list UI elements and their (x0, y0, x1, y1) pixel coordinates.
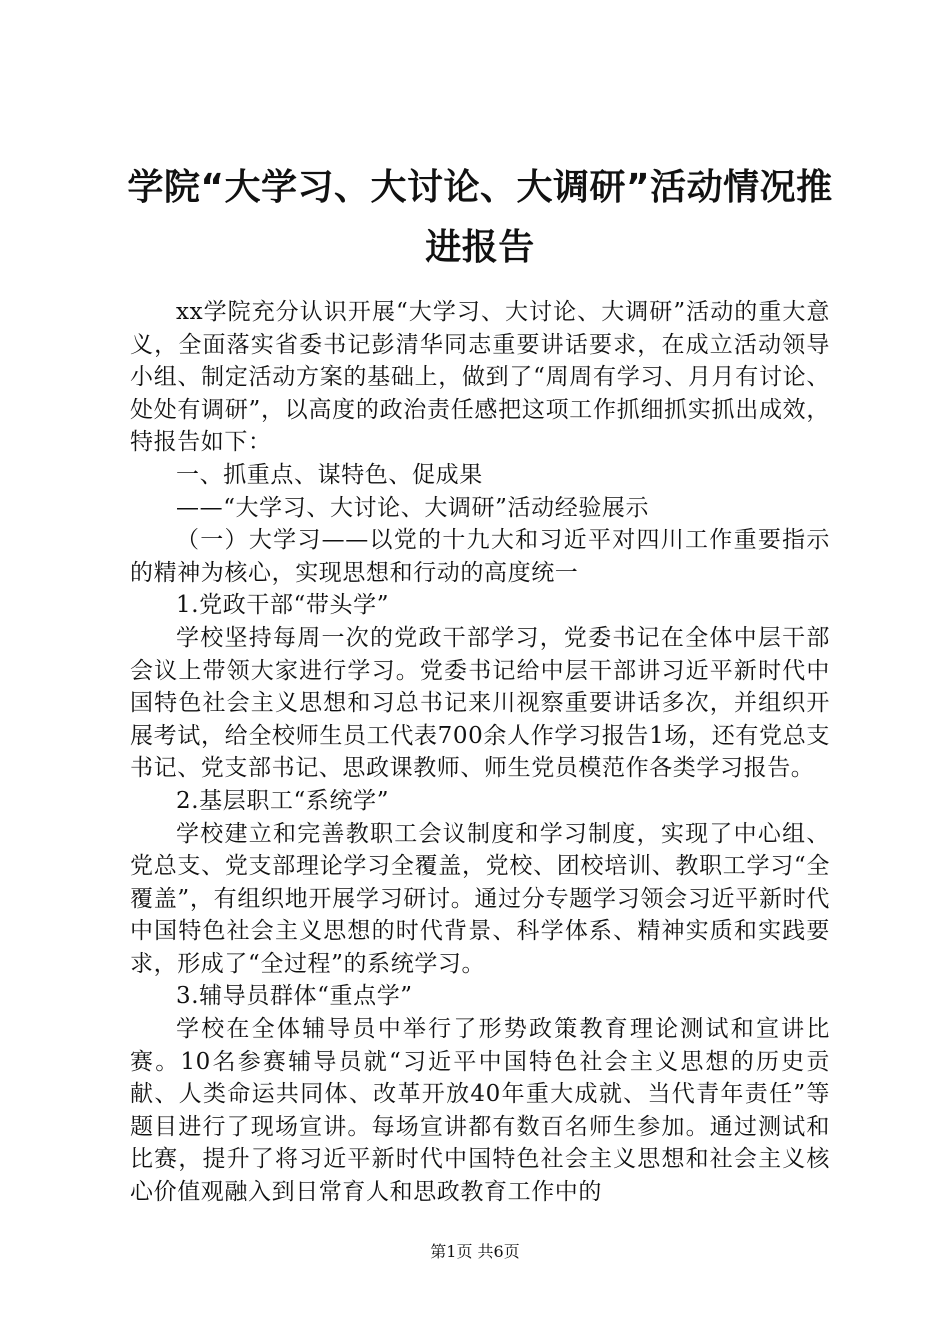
item-heading-1: 1.党政干部“带头学” (176, 592, 390, 619)
section-heading: 一、抓重点、谋特色、促成果 (176, 461, 483, 488)
item-heading-2: 2.基层职工“系统学” (176, 787, 390, 814)
page-footer: 第1页 共6页 (430, 1242, 520, 1261)
intro-paragraph: xx学院充分认识开展“大学习、大讨论、大调研”活动的重大意义，全面落实省委书记彭清华同志重要讲话要求，在成立活动领导小组、制定活动方案的基础上，做到了“周周有学习、月月有讨论、处处有调研”，以高度的政治责任感把这项工作抓细抓实抓出成效，特报告如下： (130, 299, 830, 456)
item-paragraph-3: 学校在全体辅导员中举行了形势政策教育理论测试和宣讲比赛。10名参赛辅导员就“习近平中国特色社会主义思想的历史贡献、人类命运共同体、改革开放40年重大成就、当代青年责任”等题目进行了现场宣讲。每场宣讲都有数百名师生参加。通过测试和比赛，提升了将习近平新时代中国特色社会主义思想和社会主义核心价值观融入到日常育人和思政教育工作中的 (130, 1016, 830, 1206)
subsection-heading: （一）大学习——以党的十九大和习近平对四川工作重要指示的精神为核心，实现思想和行动的高度统一 (130, 527, 830, 586)
section-subheading: ——“大学习、大讨论、大调研”活动经验展示 (176, 494, 650, 521)
document-title: 学院“大学习、大讨论、大调研”活动情况推进报告 (127, 167, 833, 268)
item-heading-3: 3.辅导员群体“重点学” (176, 983, 413, 1010)
item-paragraph-2: 学校建立和完善教职工会议制度和学习制度，实现了中心组、党总支、党支部理论学习全覆盖，党校、团校培训、教职工学习“全覆盖”，有组织地开展学习研讨。通过分专题学习领会习近平新时代中国特色社会主义思想的时代背景、科学体系、精神实质和实践要求，形成了“全过程”的系统学习。 (130, 820, 830, 977)
document-body (130, 296, 830, 1209)
item-paragraph-1: 学校坚持每周一次的党政干部学习，党委书记在全体中层干部会议上带领大家进行学习。党委书记给中层干部讲习近平新时代中国特色社会主义思想和习总书记来川视察重要讲话多次，并组织开展考试，给全校师生员工代表700余人作学习报告1场，还有党总支书记、党支部书记、思政课教师、师生党员模范作各类学习报告。 (130, 624, 830, 782)
